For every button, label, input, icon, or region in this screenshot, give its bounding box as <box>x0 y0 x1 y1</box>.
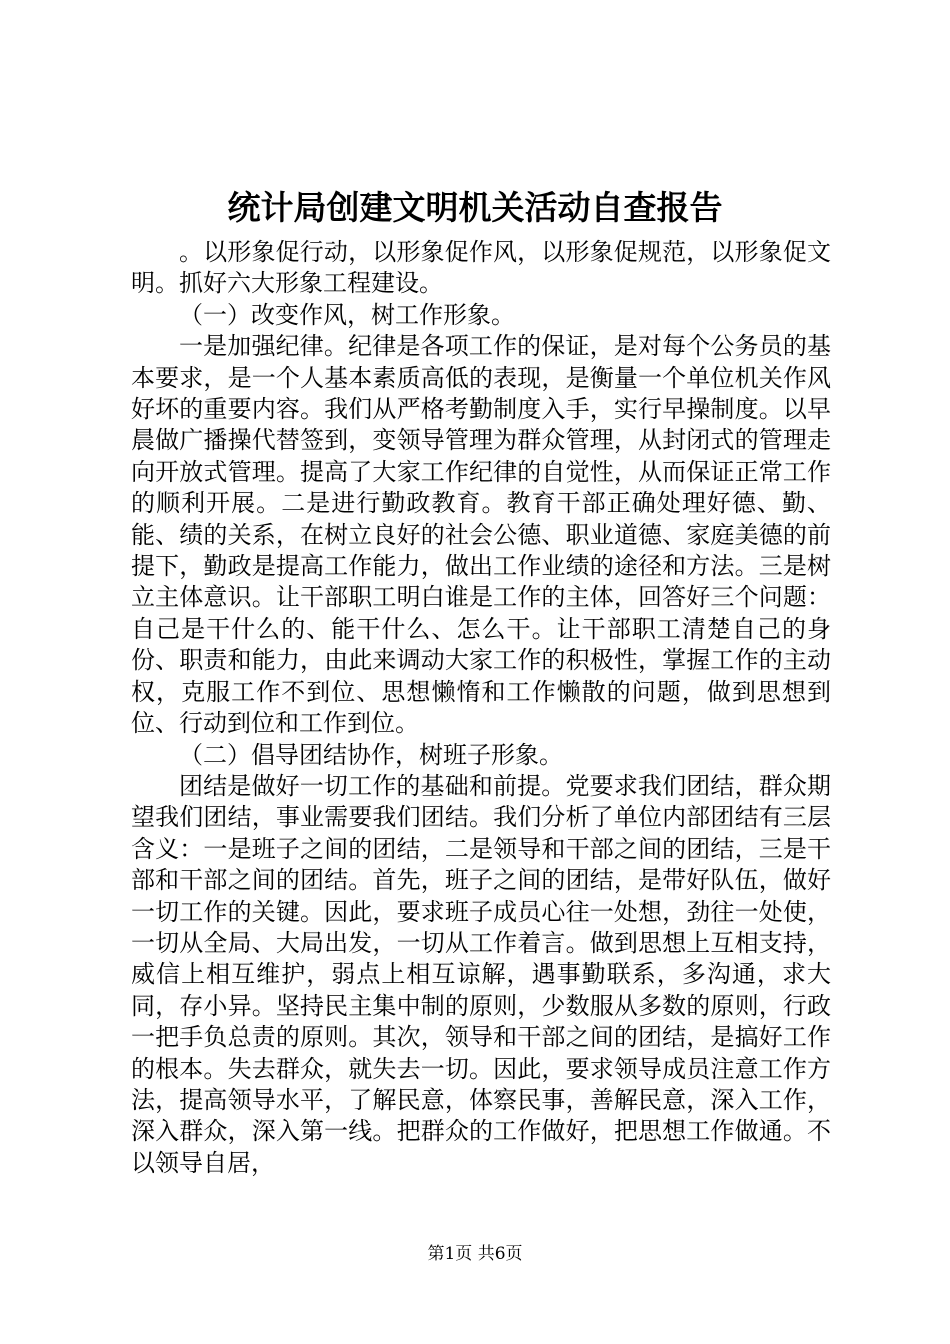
section-heading-2: （二）倡导团结协作，树班子形象。 <box>179 740 563 769</box>
paragraph-intro: 。以形象促行动，以形象促作风，以形象促规范，以形象促文明。抓好六大形象工程建设。 <box>131 238 831 298</box>
page-footer: 第1页 共6页 <box>427 1244 523 1264</box>
paragraph-unity: 团结是做好一切工作的基础和前提。党要求我们团结，群众期望我们团结，事业需要我们团结。我们分析了单位内部团结有三层含义：一是班子之间的团结，二是领导和干部之间的团结，三是干部和干部之间的团结。首先，班子之间的团结，是带好队伍，做好一切工作的关键。因此，要求班子成员心往一处想，劲往一处使，一切从全局、大局出发，一切从工作着言。做到思想上互相支持，威信上相互维护，弱点上相互谅解，遇事勤联系，多沟通，求大同，存小异。坚持民主集中制的原则，少数服从多数的原则，行政一把手负总责的原则。其次，领导和干部之间的团结，是搞好工作的根本。失去群众，就失去一切。因此，要求领导成员注意工作方法，提高领导水平，了解民意，体察民事，善解民意，深入工作，深入群众，深入第一线。把群众的工作做好，把思想工作做通。不以领导自居， <box>131 771 831 1177</box>
document-title: 统计局创建文明机关活动自查报告 <box>227 188 723 227</box>
section-heading-1: （一）改变作风，树工作形象。 <box>179 300 515 329</box>
paragraph-discipline: 一是加强纪律。纪律是各项工作的保证，是对每个公务员的基本要求，是一个人基本素质高低的表现，是衡量一个单位机关作风好坏的重要内容。我们从严格考勤制度入手，实行早操制度。以早晨做广播操代替签到，变领导管理为群众管理，从封闭式的管理走向开放式管理。提高了大家工作纪律的自觉性，从而保证正常工作的顺利开展。二是进行勤政教育。教育干部正确处理好德、勤、能、绩的关系，在树立良好的社会公德、职业道德、家庭美德的前提下，勤政是提高工作能力，做出工作业绩的途径和方法。三是树立主体意识。让干部职工明白谁是工作的主体，回答好三个问题：自己是干什么的、能干什么、怎么干。让干部职工清楚自己的身份、职责和能力，由此来调动大家工作的积极性，掌握工作的主动权，克服工作不到位、思想懒惰和工作懒散的问题，做到思想到位、行动到位和工作到位。 <box>131 332 831 738</box>
document-body <box>131 237 831 1179</box>
